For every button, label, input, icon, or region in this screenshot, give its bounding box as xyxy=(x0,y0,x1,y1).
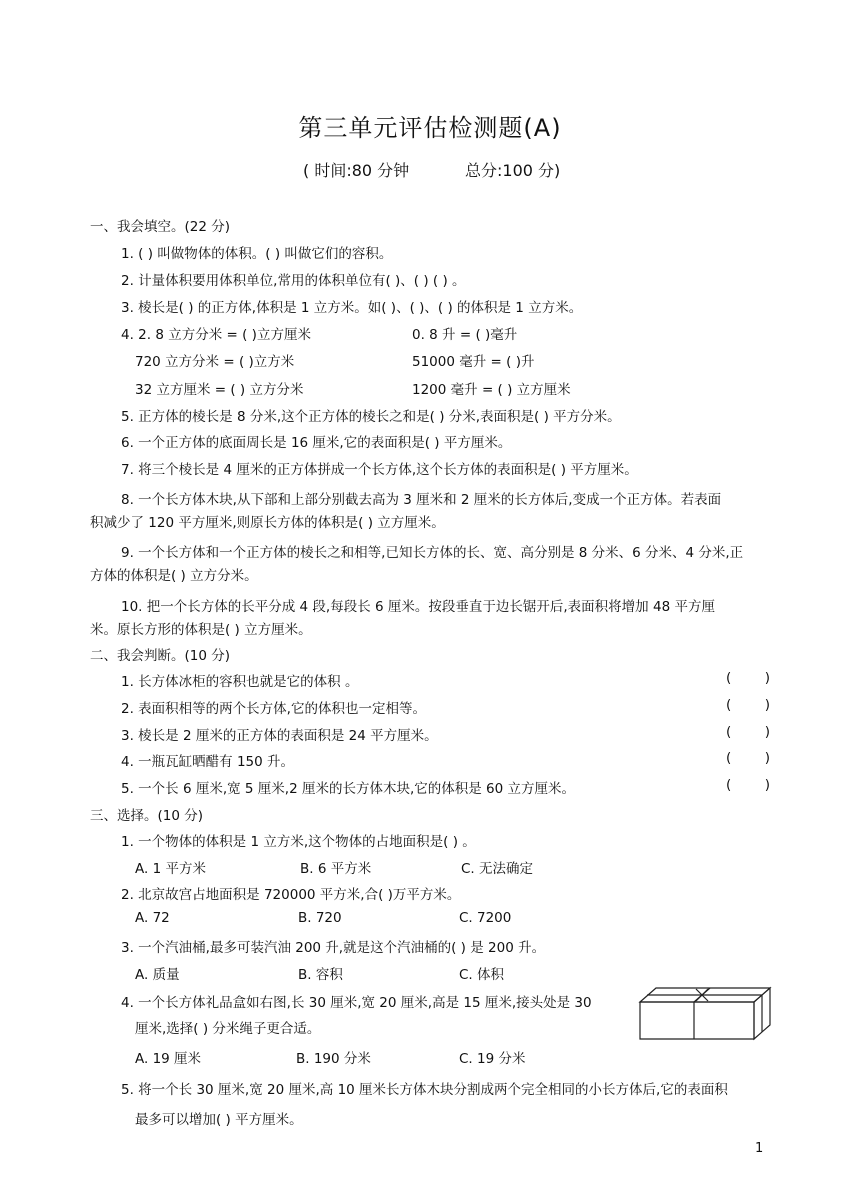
s2-statement-3: 3. 棱长是 2 厘米的正方体的表面积是 24 平方厘米。 xyxy=(121,728,438,744)
s3-q3-option-b[interactable]: B. 容积 xyxy=(298,967,343,983)
s1-question-5: 5. 正方体的棱长是 8 分米,这个正方体的棱长之和是( ) 分米,表面积是( ) 平方分米。 xyxy=(121,409,621,425)
s3-question-1: 1. 一个物体的体积是 1 立方米,这个物体的占地面积是( ) 。 xyxy=(121,834,476,850)
gift-box-diagram xyxy=(636,984,772,1044)
s1-question-7: 7. 将三个棱长是 4 厘米的正方体拼成一个长方体,这个长方体的表面积是( ) 平方厘米。 xyxy=(121,462,638,478)
s1-question-4a-left: 4. 2. 8 立方分米 = ( )立方厘米 xyxy=(121,327,311,343)
s3-question-5-line2: 最多可以增加( ) 平方厘米。 xyxy=(135,1112,303,1128)
s1-question-9-line1: 9. 一个长方体和一个正方体的棱长之和相等,已知长方体的长、宽、高分别是 8 分米、6 分米、4 分米,正 xyxy=(121,545,744,561)
page-title: 第三单元评估检测题(A) xyxy=(298,114,562,142)
s2-answer-box-2[interactable]: ( ) xyxy=(726,697,770,713)
section-1-heading: 一、我会填空。(22 分) xyxy=(90,219,231,235)
s2-answer-box-5[interactable]: ( ) xyxy=(726,777,770,793)
s3-q2-option-a[interactable]: A. 72 xyxy=(135,910,170,926)
s2-answer-box-1[interactable]: ( ) xyxy=(726,670,770,686)
s1-question-10-line2: 米。原长方形的体积是( ) 立方厘米。 xyxy=(90,622,312,638)
s1-question-4b-left: 720 立方分米 = ( )立方米 xyxy=(135,354,295,370)
exam-time: ( 时间:80 分钟 xyxy=(303,161,410,180)
s3-question-4-line2: 厘米,选择( ) 分米绳子更合适。 xyxy=(135,1021,321,1037)
s3-question-5-line1: 5. 将一个长 30 厘米,宽 20 厘米,高 10 厘米长方体木块分割成两个完全相同的小长方体后,它的表面积 xyxy=(121,1082,728,1098)
s3-question-4-line1: 4. 一个长方体礼品盒如右图,长 30 厘米,宽 20 厘米,高是 15 厘米,接头处是 30 xyxy=(121,995,592,1011)
s1-question-8-line1: 8. 一个长方体木块,从下部和上部分别截去高为 3 厘米和 2 厘米的长方体后,变成一个正方体。若表面 xyxy=(121,492,722,508)
s3-q2-option-b[interactable]: B. 720 xyxy=(298,910,342,926)
s1-question-8-line2: 积减少了 120 平方厘米,则原长方体的体积是( ) 立方厘米。 xyxy=(90,515,445,531)
s3-q4-option-a[interactable]: A. 19 厘米 xyxy=(135,1051,202,1067)
s1-question-4a-right: 0. 8 升 = ( )毫升 xyxy=(412,327,518,343)
section-3-heading: 三、选择。(10 分) xyxy=(90,808,204,824)
s3-q3-option-c[interactable]: C. 体积 xyxy=(459,967,505,983)
s3-q1-option-a[interactable]: A. 1 平方米 xyxy=(135,861,206,877)
s2-statement-5: 5. 一个长 6 厘米,宽 5 厘米,2 厘米的长方体木块,它的体积是 60 立方厘米。 xyxy=(121,781,576,797)
s1-question-10-line1: 10. 把一个长方体的长平分成 4 段,每段长 6 厘米。按段垂直于边长锯开后,表面积将增加 48 平方厘 xyxy=(121,599,715,615)
s1-question-6: 6. 一个正方体的底面周长是 16 厘米,它的表面积是( ) 平方厘米。 xyxy=(121,435,512,451)
s3-question-3: 3. 一个汽油桶,最多可装汽油 200 升,就是这个汽油桶的( ) 是 200 升。 xyxy=(121,940,546,956)
s3-q1-option-c[interactable]: C. 无法确定 xyxy=(461,861,534,877)
s1-question-4c-left: 32 立方厘米 = ( ) 立方分米 xyxy=(135,382,304,398)
s1-question-2: 2. 计量体积要用体积单位,常用的体积单位有( )、( ) ( ) 。 xyxy=(121,273,466,289)
s1-question-1: 1. ( ) 叫做物体的体积。( ) 叫做它们的容积。 xyxy=(121,246,393,262)
page-number: 1 xyxy=(755,1141,764,1156)
s3-question-2: 2. 北京故宫占地面积是 720000 平方米,合( )万平方米。 xyxy=(121,887,461,903)
s1-question-9-line2: 方体的体积是( ) 立方分米。 xyxy=(90,568,258,584)
s2-answer-box-4[interactable]: ( ) xyxy=(726,750,770,766)
s3-q3-option-a[interactable]: A. 质量 xyxy=(135,967,180,983)
section-2-heading: 二、我会判断。(10 分) xyxy=(90,648,231,664)
s2-statement-2: 2. 表面积相等的两个长方体,它的体积也一定相等。 xyxy=(121,701,426,717)
s3-q4-option-b[interactable]: B. 190 分米 xyxy=(296,1051,371,1067)
s2-statement-1: 1. 长方体冰柜的容积也就是它的体积 。 xyxy=(121,674,359,690)
exam-score: 总分:100 分) xyxy=(465,161,561,180)
s3-q2-option-c[interactable]: C. 7200 xyxy=(459,910,512,926)
s2-statement-4: 4. 一瓶瓦缸晒醋有 150 升。 xyxy=(121,754,295,770)
s1-question-4c-right: 1200 毫升 = ( ) 立方厘米 xyxy=(412,382,571,398)
s2-answer-box-3[interactable]: ( ) xyxy=(726,724,770,740)
s3-q1-option-b[interactable]: B. 6 平方米 xyxy=(300,861,372,877)
s1-question-4b-right: 51000 毫升 = ( )升 xyxy=(412,354,535,370)
s1-question-3: 3. 棱长是( ) 的正方体,体积是 1 立方米。如( )、( )、( ) 的体积是 1 立方米。 xyxy=(121,300,583,316)
s3-q4-option-c[interactable]: C. 19 分米 xyxy=(459,1051,526,1067)
